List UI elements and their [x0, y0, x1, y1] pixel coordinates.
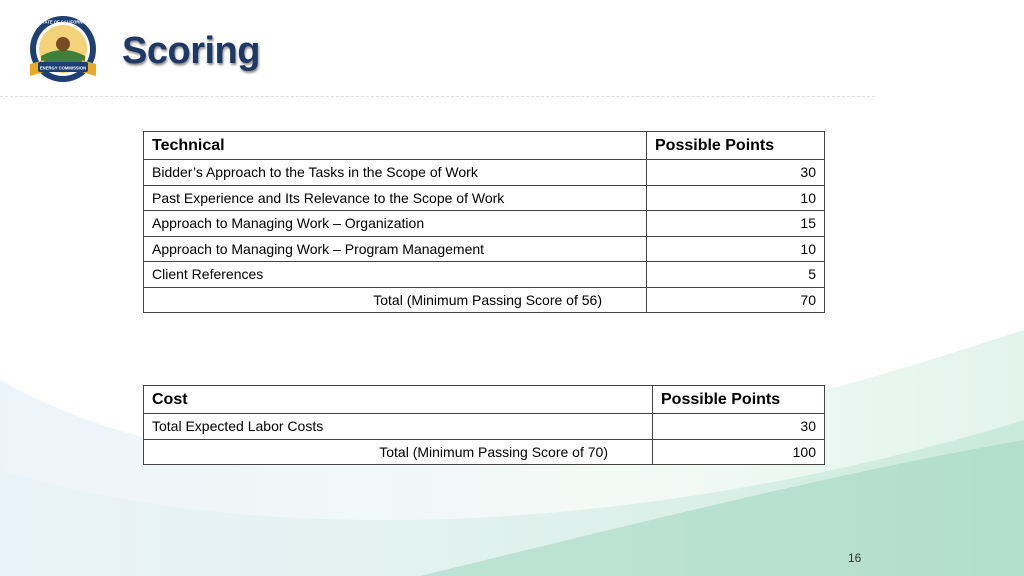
california-energy-commission-seal-logo	[26, 14, 100, 88]
total-label: Total (Minimum Passing Score of 56)	[144, 287, 647, 313]
criterion-cell: Past Experience and Its Relevance to the Scope of Work	[144, 185, 647, 211]
cost-scoring-table	[143, 385, 825, 465]
points-cell: 5	[647, 262, 825, 288]
header-cost: Cost	[144, 386, 653, 414]
header-possible-points: Possible Points	[653, 386, 825, 414]
total-label: Total (Minimum Passing Score of 70)	[144, 439, 653, 465]
table-row	[144, 262, 825, 288]
criterion-cell: Bidder’s Approach to the Tasks in the Scope of Work	[144, 160, 647, 186]
total-row	[144, 439, 825, 465]
table-row	[144, 414, 825, 440]
technical-scoring-table	[143, 131, 825, 313]
table-row	[144, 160, 825, 186]
page-number: 16	[848, 551, 862, 565]
points-cell: 15	[647, 211, 825, 237]
points-cell: 10	[647, 185, 825, 211]
criterion-cell: Client References	[144, 262, 647, 288]
criterion-cell: Approach to Managing Work – Program Management	[144, 236, 647, 262]
header-technical: Technical	[144, 132, 647, 160]
header-divider	[0, 96, 875, 97]
table-row	[144, 211, 825, 237]
table-row	[144, 236, 825, 262]
seal-banner-text: ENERGY COMMISSION	[39, 65, 87, 71]
seal-top-text: STATE OF CALIFORNIA	[39, 19, 87, 25]
slide-title: Scoring	[122, 30, 260, 72]
points-cell: 30	[647, 160, 825, 186]
total-points: 100	[653, 439, 825, 465]
table-header-row	[144, 386, 825, 414]
table-header-row	[144, 132, 825, 160]
total-row	[144, 287, 825, 313]
points-cell: 10	[647, 236, 825, 262]
total-points: 70	[647, 287, 825, 313]
criterion-cell: Total Expected Labor Costs	[144, 414, 653, 440]
table-row	[144, 185, 825, 211]
criterion-cell: Approach to Managing Work – Organization	[144, 211, 647, 237]
header-possible-points: Possible Points	[647, 132, 825, 160]
points-cell: 30	[653, 414, 825, 440]
